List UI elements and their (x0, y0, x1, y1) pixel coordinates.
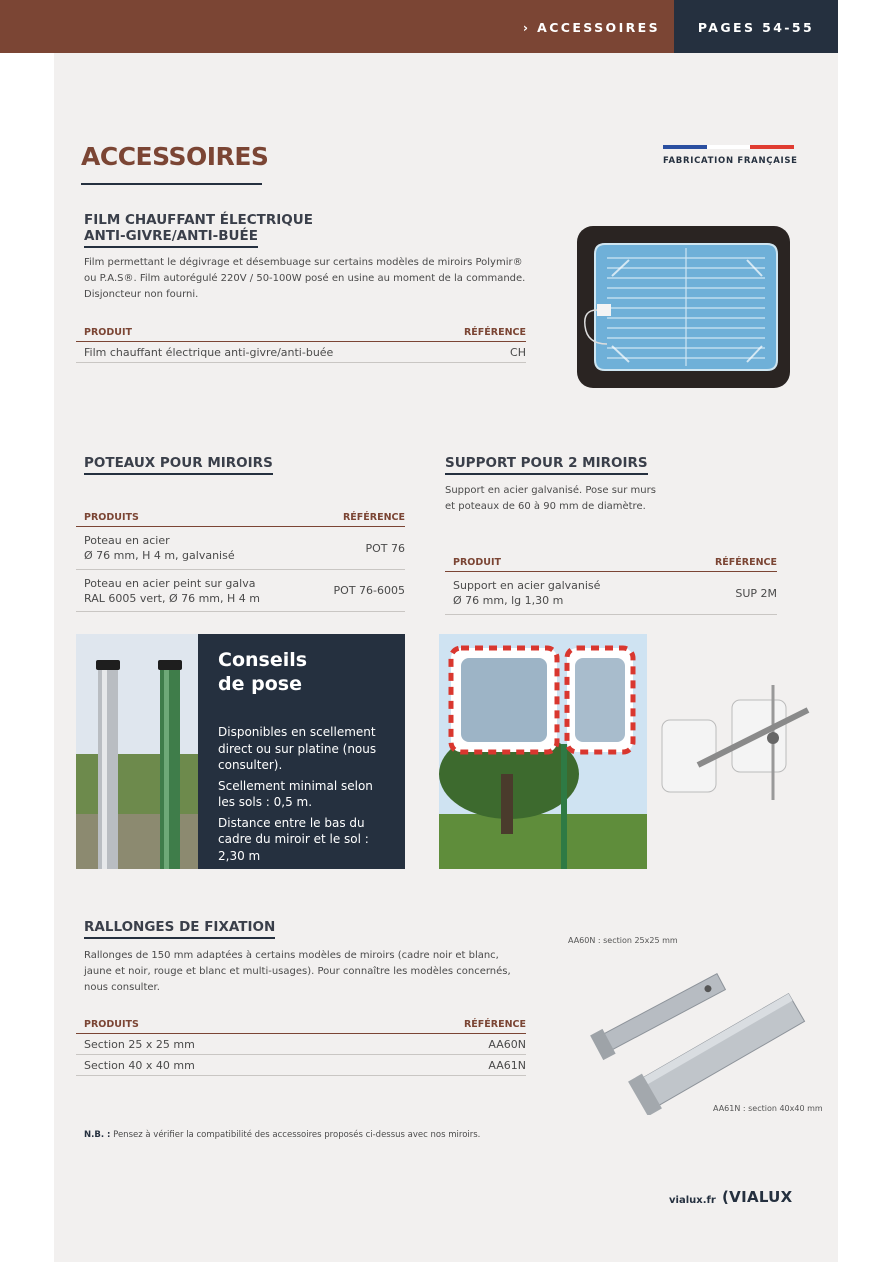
note (84, 1130, 480, 1140)
col-product: PRODUITS (84, 1019, 139, 1030)
col-reference: RÉFÉRENCE (714, 557, 777, 568)
table-row (76, 342, 526, 363)
col-product: PRODUIT (453, 557, 501, 568)
film-table (76, 327, 526, 363)
col-reference: RÉFÉRENCE (463, 1019, 526, 1030)
support-description (445, 483, 675, 515)
conseils-title-line2: de pose (218, 673, 302, 695)
row-reference: POT 76-6005 (333, 584, 405, 597)
poteaux-heading (84, 455, 273, 471)
vialux-logo: (VIALUX (722, 1188, 793, 1206)
conseils-point-2: Scellement minimal selon les sols : 0,5 m. (218, 778, 373, 809)
row-reference: POT 76 (365, 541, 405, 555)
conseils-point-3: Distance entre le bas du cadre du miroir et le sol : 2,30 m (218, 815, 369, 863)
rallonges-text-line3: nous consulter. (84, 982, 160, 993)
website-link[interactable]: vialux.fr (669, 1195, 716, 1206)
col-product: PRODUIT (84, 327, 132, 338)
table-row (445, 572, 777, 615)
support-table (445, 557, 777, 615)
row-product: Section 40 x 40 mm (84, 1058, 195, 1072)
row-product: Section 25 x 25 mm (84, 1037, 195, 1051)
table-row (76, 527, 405, 570)
rallonges-table (76, 1019, 526, 1076)
french-flag-icon (663, 145, 794, 150)
row-reference: AA61N (488, 1058, 526, 1072)
support-heading (445, 455, 648, 471)
row-product (84, 533, 235, 563)
film-heading-line2: ANTI-GIVRE/ANTI-BUÉE (84, 228, 258, 248)
film-heading (84, 212, 313, 244)
title-underline (81, 183, 262, 185)
support-heading-text: SUPPORT POUR 2 MIROIRS (445, 455, 648, 475)
support-diagram (658, 680, 813, 805)
row-reference: CH (510, 345, 526, 359)
caption-aa61n: AA61N : section 40x40 mm (713, 1104, 823, 1113)
note-label: N.B. : (84, 1130, 111, 1140)
row-product (84, 576, 260, 606)
col-reference: RÉFÉRENCE (342, 512, 405, 523)
conseils-box (198, 634, 405, 869)
rallonges-heading-text: RALLONGES DE FIXATION (84, 919, 275, 939)
table-row (76, 1034, 526, 1055)
row-product: Film chauffant électrique anti-givre/anti-buée (84, 345, 334, 359)
film-text-line3: Disjoncteur non fourni. (84, 289, 199, 300)
row-product-line2: RAL 6005 vert, Ø 76 mm, H 4 m (84, 591, 260, 605)
row-reference: AA60N (488, 1037, 526, 1051)
row-product-line2: Ø 76 mm, lg 1,30 m (453, 594, 564, 607)
conseils-title-line1: Conseils (218, 649, 308, 671)
col-reference: RÉFÉRENCE (463, 327, 526, 338)
page-title: ACCESSOIRES (81, 142, 269, 171)
page-range: PAGES 54-55 (674, 0, 838, 53)
poteaux-table (76, 512, 405, 612)
film-heading-line1: FILM CHAUFFANT ÉLECTRIQUE (84, 212, 313, 228)
vialux-logo-text: VIALUX (729, 1188, 793, 1206)
caption-aa60n: AA60N : section 25x25 mm (568, 936, 678, 945)
rallonges-text-line1: Rallonges de 150 mm adaptées à certains modèles de miroirs (cadre noir et blanc, (84, 950, 499, 961)
support-text-line1: Support en acier galvanisé. Pose sur murs (445, 485, 656, 496)
row-product-line1: Poteau en acier (84, 534, 170, 547)
row-product (453, 578, 600, 608)
rallonges-text-line2: jaune et noir, rouge et blanc et multi-usages). Pour connaître les modèles concernés, (84, 966, 511, 977)
table-row (76, 1055, 526, 1076)
table-row (76, 570, 405, 612)
double-mirror-photo (439, 634, 647, 869)
extension-bars-image (580, 950, 820, 1115)
rallonges-description (84, 948, 534, 996)
film-text-line2: ou P.A.S®. Film autorégulé 220V / 50-100W posé en usine au moment de la commande. (84, 273, 526, 284)
heating-film-image (577, 226, 790, 388)
table-header (76, 327, 526, 342)
poles-photo (76, 634, 198, 869)
note-text: Pensez à vérifier la compatibilité des accessoires proposés ci-dessus avec nos miroirs. (110, 1130, 481, 1140)
fabrication-label: FABRICATION FRANÇAISE (663, 156, 798, 166)
row-product-line1: Poteau en acier peint sur galva (84, 576, 256, 590)
rallonges-heading (84, 919, 275, 935)
table-header (76, 1019, 526, 1034)
row-product-line1: Support en acier galvanisé (453, 579, 601, 592)
film-text-line1: Film permettant le dégivrage et désembuage sur certains modèles de miroirs Polymir® (84, 257, 523, 268)
row-reference: SUP 2M (735, 586, 777, 600)
conseils-point-1: Disponibles en scellement direct ou sur platine (nous consulter). (218, 725, 377, 772)
conseils-title (218, 648, 385, 696)
table-header (76, 512, 405, 527)
film-description (84, 255, 534, 303)
poteaux-heading-text: POTEAUX POUR MIROIRS (84, 455, 273, 475)
top-bar (0, 0, 838, 53)
support-text-line2: et poteaux de 60 à 90 mm de diamètre. (445, 501, 646, 512)
section-label: › ACCESSOIRES (522, 20, 660, 35)
col-product: PRODUITS (84, 512, 139, 523)
table-header (445, 557, 777, 572)
row-product-line2: Ø 76 mm, H 4 m, galvanisé (84, 549, 235, 562)
